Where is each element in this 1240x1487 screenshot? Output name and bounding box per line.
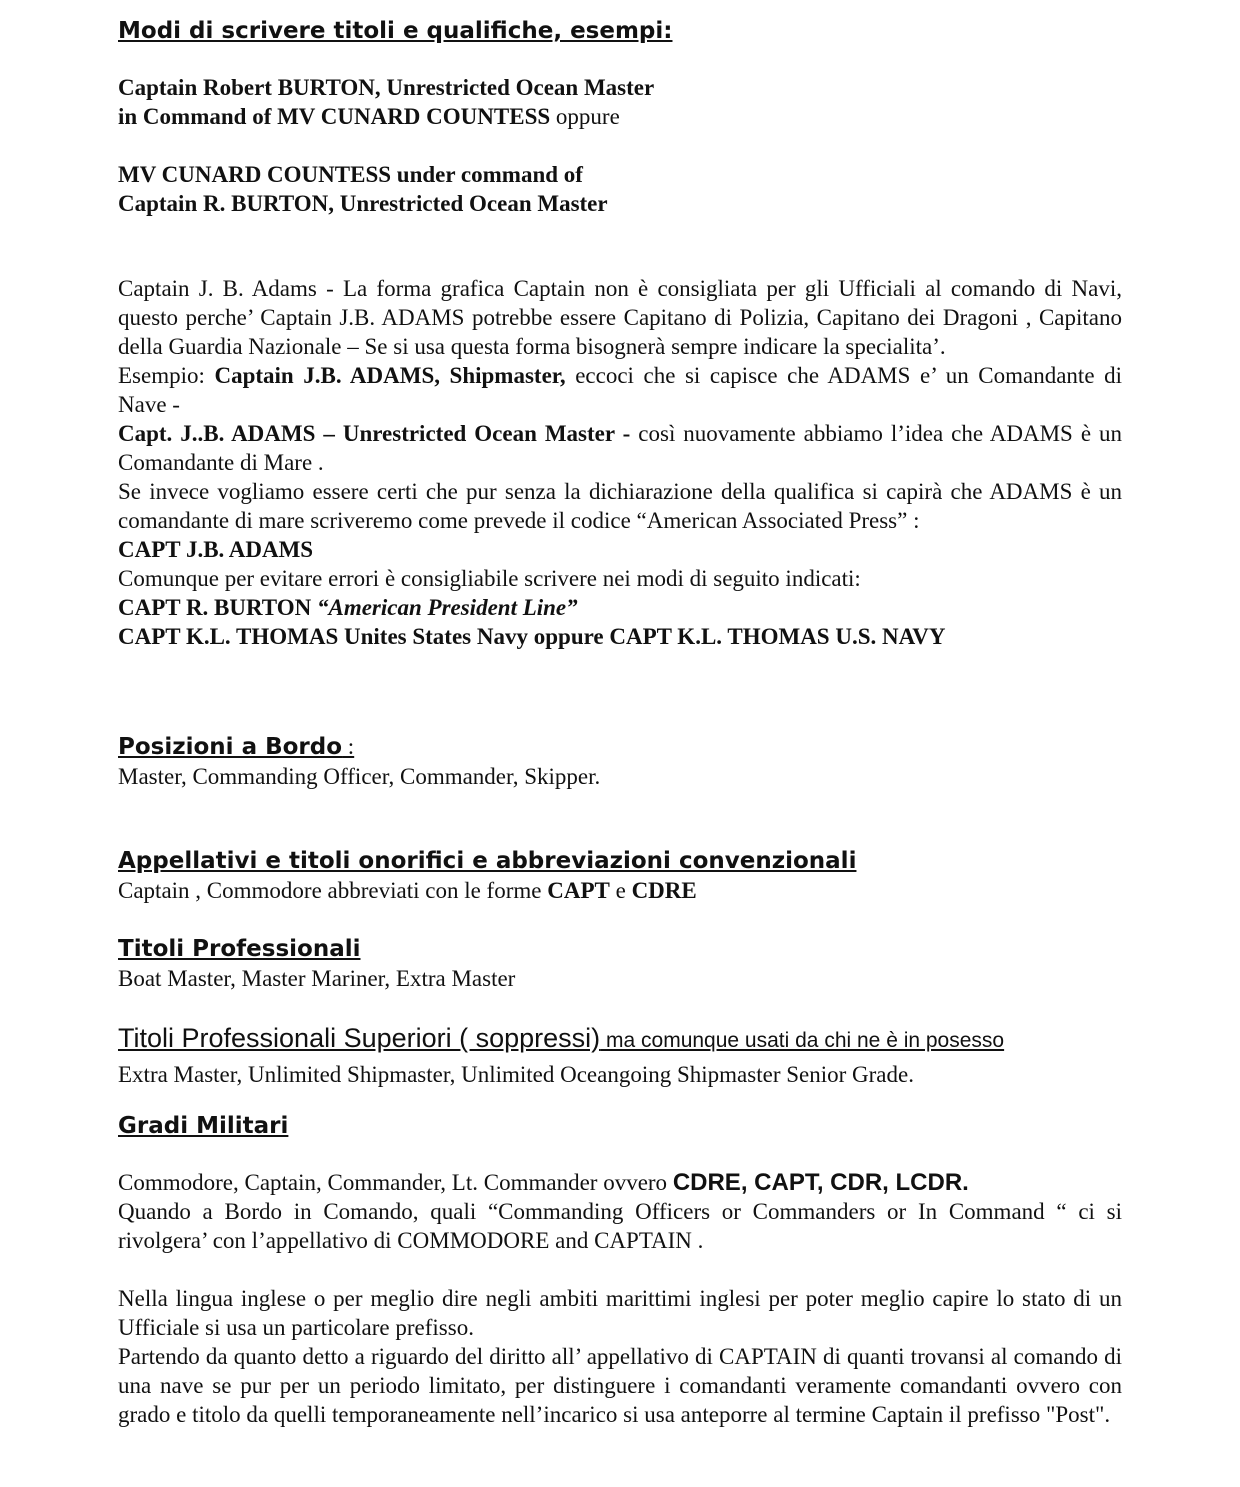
- adams-section: [118, 274, 1122, 651]
- heading-colon: :: [342, 734, 355, 759]
- gradi-text: [118, 1168, 1122, 1255]
- section-text: Extra Master, Unlimited Shipmaster, Unlimited Oceangoing Shipmaster Senior Grade.: [118, 1062, 914, 1087]
- bold-sans-text: CDRE, CAPT, CDR, LCDR.: [672, 1169, 969, 1196]
- posizioni-section: [118, 732, 1122, 791]
- example-line: Captain R. BURTON, Unrestricted Ocean Master: [118, 191, 608, 216]
- paragraph: [118, 419, 1122, 477]
- heading-text: Titoli Professionali Superiori ( soppressi): [118, 1023, 601, 1053]
- example-line: [118, 102, 1122, 131]
- example-bold-text: in Command of MV CUNARD COUNTESS: [118, 104, 551, 129]
- bold-text: CAPT: [547, 878, 610, 903]
- example-burton-command: [118, 73, 1122, 131]
- section-heading: [118, 1021, 1122, 1060]
- paragraph: Nella lingua inglese o per meglio dire negli ambiti marittimi inglesi per poter meglio capire lo stato di un Ufficiale si usa un particolare prefisso.: [118, 1286, 1122, 1340]
- example-connector: oppure: [550, 104, 620, 129]
- paragraph: Captain J. B. Adams - La forma grafica Captain non è consigliata per gli Ufficiali al comando di Navi, questo perche’ Captain J.B. ADAMS potrebbe essere Capitano di Polizia, Capitano dei Dragoni , Capitano della Guardia Nazionale – Se si usa questa forma bisognerà sempre indicare la specialita’.: [118, 276, 1122, 359]
- section-heading: Appellativi e titoli onorifici e abbreviazioni convenzionali: [118, 848, 857, 874]
- paragraph: [118, 1168, 1122, 1197]
- paragraph: CAPT J.B. ADAMS: [118, 537, 314, 562]
- section-text: Boat Master, Master Mariner, Extra Master: [118, 966, 516, 991]
- superiori-section: [118, 1021, 1122, 1089]
- titoli-section: [118, 934, 1122, 993]
- example-cunard-under-command: [118, 160, 1122, 218]
- section-text: [118, 876, 1122, 905]
- heading-modi-di-scrivere: Modi di scrivere titoli e qualifiche, esempi:: [118, 18, 673, 44]
- appellativi-section: [118, 846, 1122, 905]
- text-run: eccoci che si capisce che ADAMS e’ un Comandante di Nave -: [118, 363, 1122, 417]
- italic-bold-text: “American President Line”: [316, 595, 578, 620]
- heading-note: ma comunque usati da chi ne è in posesso: [600, 1029, 1005, 1052]
- section-text: Master, Commanding Officer, Commander, Skipper.: [118, 764, 601, 789]
- paragraph: Se invece vogliamo essere certi che pur senza la dichiarazione della qualifica si capirà che ADAMS è un comandante di mare scriveremo come prevede il codice “American Associated Press” :: [118, 479, 1122, 533]
- paragraph: [118, 593, 1122, 622]
- paragraph: Partendo da quanto detto a riguardo del diritto all’ appellativo di CAPTAIN di quanti trovansi al comando di una nave se pur per un periodo limitato, per distinguere i comandanti veramente comandanti ovvero con grado e titolo da quelli temporaneamente nell’incarico si usa anteporre al termine Captain il prefisso "Post".: [118, 1344, 1122, 1427]
- text-run: Esempio:: [118, 363, 215, 388]
- gradi-section: [118, 1111, 1122, 1141]
- text-run: e: [609, 878, 632, 903]
- paragraph: Comunque per evitare errori è consigliabile scrivere nei modi di seguito indicati:: [118, 566, 861, 591]
- text-run: Commodore, Captain, Commander, Lt. Commander ovvero: [118, 1170, 673, 1195]
- bold-text: Captain J.B. ADAMS, Shipmaster,: [214, 363, 566, 388]
- example-line: MV CUNARD COUNTESS under command of: [118, 162, 583, 187]
- paragraph: CAPT K.L. THOMAS Unites States Navy oppure CAPT K.L. THOMAS U.S. NAVY: [118, 624, 946, 649]
- section-heading: [118, 732, 1122, 762]
- bold-text: CAPT R. BURTON: [118, 595, 317, 620]
- post-prefix-section: [118, 1284, 1122, 1429]
- text-run: Captain , Commodore abbreviati con le forme: [118, 878, 548, 903]
- text-run: così nuovamente abbiamo l’idea che ADAMS è un Comandante di Mare .: [118, 421, 1122, 475]
- section-heading: Titoli Professionali: [118, 936, 361, 962]
- section-heading: Gradi Militari: [118, 1113, 289, 1139]
- bold-text: Capt. J..B. ADAMS – Unrestricted Ocean Master -: [118, 421, 631, 446]
- paragraph: [118, 361, 1122, 419]
- paragraph: Quando a Bordo in Comando, quali “Commanding Officers or Commanders or In Command “ ci si rivolgera’ con l’appellativo di COMMODORE and CAPTAIN .: [118, 1199, 1122, 1253]
- heading-text: Posizioni a Bordo: [118, 734, 343, 760]
- bold-text: CDRE: [631, 878, 697, 903]
- example-line: Captain Robert BURTON, Unrestricted Ocean Master: [118, 75, 655, 100]
